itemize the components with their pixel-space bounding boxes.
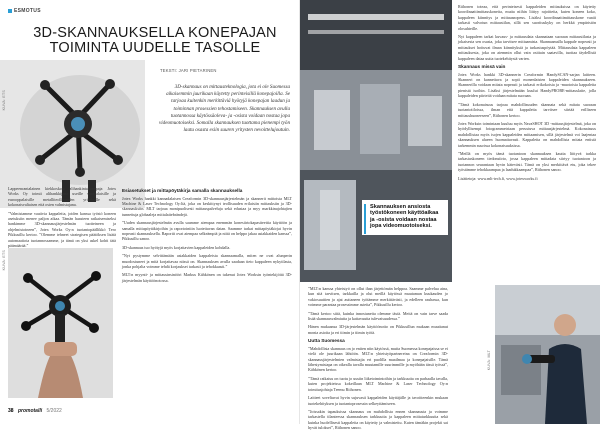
paragraph: Nyt kappaleen tarkat kuvaus- ja mittausdata skannataan suoraan mittaustilasta ja jokaisesta sen osasta, joka tarvitsee mittaamista. Skannaamalla kappale nopeasti ja mittaukset hoituvat ilman kiinnityksiä ja tarkastuspöytää. Mittausdata kappaleen mittauksesta, joka on aiemmin ollut vain osittain saatavilla, tuottaa täydellistä kappaleen dataa uutta tuotekehitystä varten. xyxy=(458,34,596,61)
photo-credit-top: KUVA: ETS xyxy=(2,90,6,111)
factory-photo xyxy=(300,0,452,282)
scanner-handheld-photo xyxy=(8,248,113,398)
left-page xyxy=(0,0,300,424)
magazine-brand: promotalli xyxy=(17,408,43,414)
paragraph: ”MLT:n kanssa yhteistyö on ollut ihan järjettömän helppoa. Saamme palvelua aina, kun sitä tarvitsen, tarkkailla ja olut meillä käytössä muutaman kuukauden jo vakiosuuttien ja ajat auttaneen työtämme merkittävästi, ja edelleen rauhassa, kun voimme parantaa prosessimme asteita”, Pikkusillu kertoo. xyxy=(308,286,448,308)
left-column-2 xyxy=(122,186,292,286)
section-tag: ESMOTUS xyxy=(8,8,41,14)
paragraph: ”Uuden skannausjärjestelmän avulla saamme aiempaa enemmän konesiirtokapasiteettia käyttöön ja samalla mittapöytäkirjoihin ja raportointiin luotettavan datan. Saamme tarkat mittapöytäkirjat hyvin nopeasti skannauksella. Raportit ovat aiempaa selkeämpiä ja niitä on helppo jakaa asiakkaiden kanssa”, Pikkusillu sanoo. xyxy=(122,220,292,242)
subheading: Uutta Suomessa xyxy=(308,338,345,344)
subheading: Esiasetukset ja mittapöytäkirja samalla skannauksella xyxy=(122,188,243,193)
byline: TEKSTI: JARI PIETARINEN xyxy=(160,68,217,73)
handheld-scanner-illustration xyxy=(8,248,113,398)
paragraph: ”Mahdollista skannaus on jo eniten niin käytössä, mutta Suomessa konepajaissa se ei vielä ole juurikaan lähtöön. MLT:n yhteistyöpartnereina on Creaformin 3D-skannausjärjestelmien valmistajia eri puolilla maailmaa ja konepajaisille. Tämä lähestymistapa on oikealla tavalla muutamille suurimmille ja myöhään tässä työssä”, Kähkönen kertoo. xyxy=(308,345,448,373)
paragraph: Jotex Works hankki kannadalaisen Creaformin 3D-skannausjärjestelmän ja skannerit mittoista MLT Machine & Laser Technology Oy:ltä, joka on keskittynyt teollisuuden erilaisiin mittauksiin ja 3D-skannauksiin. MLT tarjoaa monipuolisesti mittauspalveluja sekä edustaa ja myy markkinajohtajien tunnettuja globaaleja mittalaitebrändejä. xyxy=(122,195,292,217)
subheading: Skannaus missä vain xyxy=(458,64,506,70)
paragraph: ”Tämä kertoo siitä, kuinka innostuneita olemme tästä. Meitä on vain tarve saada lisää skannausvalmiutta ja kattavuutta tulevaisuudessa.” xyxy=(308,310,448,322)
right-column-2 xyxy=(458,4,596,184)
factory-floor-illustration xyxy=(300,0,452,282)
article-title xyxy=(24,26,286,56)
paragraph: ”Tämä kokonaisuus tarjoaa mahdollisuuden skannata sekä mitata suoraan tuotantotiloissa, ilman että kappaleita tarvitsee siirtää erilliseen mittaushuoneeseen”, Riihonen kertoo. xyxy=(458,101,596,118)
paragraph: ”Tämä ratkaisu on tuotu jo uusiin liiketoimintoihin ja tarkkuutta on parhaalla tavalla, kuten projekteissa kokeillaan MLT Machine & Laser Technology Oy:n toimitusjohtaja Teemu Riihonen. xyxy=(308,375,448,392)
issue-number: 5/2022 xyxy=(46,408,62,414)
paragraph: ”Joissakin tapauksissa skannaus on mahdollista ennen skannausta ja voimme tarkastella tilanteessa skannauksen tarkkuutta ja kappaleen mittatarkkuutta sekä kuinka huolellisesti kappaleita on käytetty ja valmistettu. Kuten tämäkin projekti sai hyvät tulokset”, Riihonen sanoo. xyxy=(308,408,448,431)
paragraph: Lisätietoja: www.mlt-tech.fi, www.jotexworks.fi xyxy=(458,175,538,181)
paragraph: Lappeenrantalainen kiekkoskosi alihankintakonepaja Jotex Works Oy toimii alihankkijana useille suomalaisille ja eurooppalaisille metalliteollisuuden yrityksille sekä kokonaisvaltaisen että osien valmistajana. xyxy=(8,186,116,208)
page-number: 38 xyxy=(8,408,14,414)
paragraph: ”Meillä on myös tämä tuotantoon skannauksen kautta liittyvä tarkka tarkastuskoneen tiedonsiirto, jossa kappaleen mittadata siirtyy tuotantoon ja tuotannon seurantaan hyvin kätevästi. Tämä on yksi merkittävä etu, joka tekee työstämme tehokkaampaa ja laadukkaampaa”, Riihonen sanoo. xyxy=(458,150,596,173)
paragraph: Jotex Works hankki 3D-skannerin Creaformin HandySCAN-sarjan laitteen. Skanneri on kannettava ja sopii monenlaisten kappaleiden skannaukseen. Skannerilla voidaan mitata nopeasti ja tarkasti erikokoisia ja -muotoisia kappaleita pienistä isoihin. Lisäksi järjestelmään kuului HandyPROBE-mittauslaite, jolla kappaleiden piirteitä voidaan mitata suoraan. xyxy=(458,71,596,99)
ingress: 3D-skannaus on mittausteknologia, jota ei ole Suomessa aikaisemmin juurikaan käytetty perinteisillä konepajoilla. Se tarjoaa kuitenkin merkittäviä hyötyjä konepajan laadun ja toiminnan prosessien tehostamiseen. Skannauksen avulla tuotannossa käytössäoleva- ja -osista voidaan nostaa jopa videomuotoiseksi. Somalla skannauksen tuottama pienempi työn laatu osasta esiin suuren yritysten nevoittelujoutuin. xyxy=(159,84,290,134)
paragraph: MLT:n myynti- ja mittausinsinööri Markus Kähkönen on tukenut Jotex Worksin työntekijöitä 3D-järjestelmän käyttöönotossa. xyxy=(122,272,292,283)
page-footer xyxy=(8,408,62,414)
photo-credit-right: KUVA: MLT xyxy=(487,350,491,371)
pull-quote: Skannauksen ansiosta työstökoneen käyttöaikaa ja -osista voidaan nostaa jopa videomuotoiseksi. xyxy=(362,200,448,235)
paragraph: 3D-skannaus tuo hyötyjä myös korjattavien kappaleiden kohdalla. xyxy=(122,244,231,250)
worker-photo xyxy=(495,285,600,424)
worker-with-scanner-illustration xyxy=(495,285,600,424)
photo-credit-bottom: KUVA: ETS xyxy=(2,250,6,271)
title-line-2: TOIMINTA UUDELLE TASOLLE xyxy=(49,40,261,56)
paragraph: Laitteet soveltuvat hyvin sujuvasti kappaleiden käyttäjälle ja tavoitteenkin mukaan tuotekehityksen ja tuotantoprosessin selkeyttämiseen. xyxy=(308,395,448,406)
paragraph: Jotex Worksin toimintaan kuuluu myös NavaSHOT 3D -mittausjärjestelmä, joka on hyödyllisempi fotogrammetriaan perustuva mittausjärjestelmä. Kokonaisuus mahdollistaa myös isojen kappaleiden mittaamisen, sillä järjestelmä voi laajentaa skannauksen alueen huomattavasti. Kappaleita on mahdollista mitata entistä tarkemmin suurissa kokonaisuuksissa. xyxy=(458,120,596,148)
paragraph: Hänen mukaansa 3D-järjestelmän käyttöönotto on Pikkusillun mukaan muuttanut monia asioita ja eri tiimin ja tiimin työtä. xyxy=(308,324,448,335)
paragraph: ”Valmistamme vaativia kappaleita, joiden kanssa työstö koneen asetuksiin menee paljon aikaa. Tämän haasteen ratkaisemiseksi hankimme 3D-skannausjärjestelmän tuotteineen ja ohjelmistoineen”, Jotex Works Oy:n tuotantopäällikkö Tero Pikkusillu kertoo. ”Olemme tehneet strategisen päätöksen lisätä automaatiota tuotannossamme, ja tämä on yksi askel kohti tätä päämäärää.” xyxy=(8,210,116,249)
title-line-1: 3D-SKANNAUKSELLA KONEPAJAN xyxy=(33,25,277,41)
right-column-1 xyxy=(308,286,448,434)
paragraph: Riihonen toteaa, että perinteisesti kappaleiden mittauksissa on käytetty koordinaattimittauskoneita, mutta niihin liittyy rajoitteita, kuten koneen koko, kappaleen kiinnitys ja mittausnopeus. Lisäksi koordinaattimittauskone vaatii tarkasti valvotun mittaustilan, sillä sen suorituskyky on herkkä ympäristön olosuhteille. xyxy=(458,4,596,31)
paragraph: ”Nyt pystymme selvittämään asiakkaiden kappaleista skannaamalla, miten ne ovat alunperin muodostuneet ja mitä korjattavaa niissä on. Skannauksen avulla saadaan tieto kappaleen nykytilasta, jonka pohjalta voimme tehdä korjaukset tarkasti ja tehokkaasti.” xyxy=(122,253,292,270)
right-page xyxy=(300,0,600,431)
left-column-1 xyxy=(8,186,116,251)
